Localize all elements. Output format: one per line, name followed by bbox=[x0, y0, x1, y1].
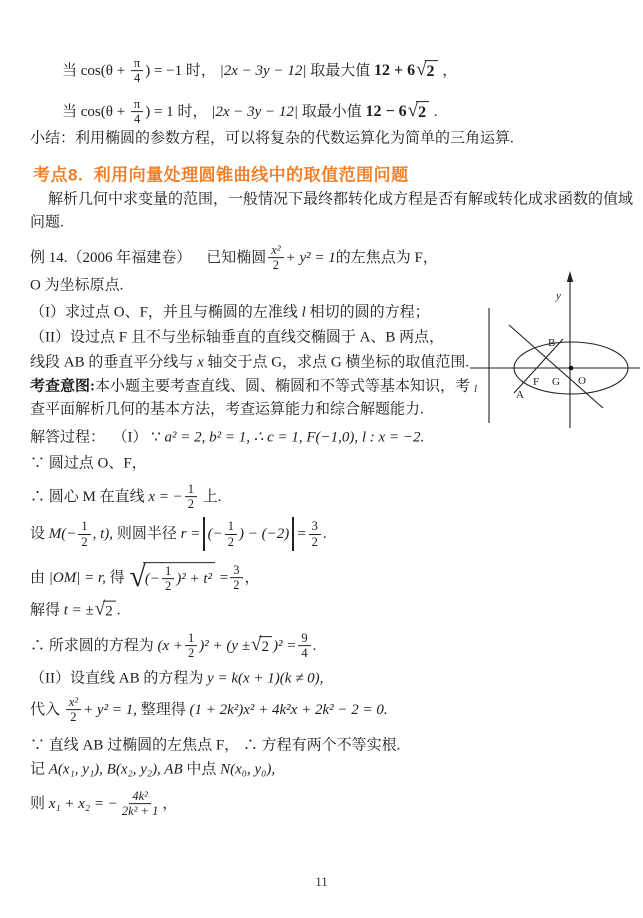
text: . bbox=[312, 637, 317, 654]
text: ∴ 圆心 M 在直线 bbox=[30, 488, 149, 505]
formula: (x + bbox=[157, 637, 184, 654]
solution-line-3 bbox=[30, 482, 222, 512]
text: 轴交于点 G，求点 G 横坐标的取值范围. bbox=[203, 354, 470, 371]
value: 12 − 6 bbox=[365, 103, 407, 120]
page-number: 11 bbox=[315, 874, 328, 889]
question-2b-line bbox=[30, 354, 469, 373]
text: （II）设过点 F 且不与坐标轴垂直的直线交椭圆于 A、B 两点， bbox=[30, 329, 445, 346]
solution-line-9 bbox=[30, 695, 388, 725]
text: 得 bbox=[105, 569, 129, 586]
solution-label: 解答过程： （I） bbox=[30, 429, 152, 446]
text: . bbox=[322, 525, 327, 542]
solution-line-5 bbox=[30, 562, 260, 594]
formula: ) − (−2) bbox=[238, 525, 290, 542]
intro-paragraph-line-2 bbox=[30, 214, 64, 233]
radical-icon: √ bbox=[407, 99, 419, 121]
intro-paragraph-line-1 bbox=[48, 191, 633, 210]
fraction-pi-4: $\frac{\pi}{4}$ bbox=[131, 56, 143, 86]
formula: r = bbox=[180, 525, 201, 542]
formula-cos: cos(θ + bbox=[80, 62, 129, 79]
formula-ellipse: + y² = 1 bbox=[285, 249, 336, 266]
sqrt-radical: √ 2 bbox=[416, 60, 437, 82]
formula: N(x₀, y₀), bbox=[220, 761, 276, 778]
text: ∵ 直线 AB 过椭圆的左焦点 F， ∴ 方程有两个不等实根. bbox=[30, 737, 401, 754]
text: 查平面解析几何的基本方法，考查运算能力和综合解题能力. bbox=[30, 401, 424, 418]
formula: (− bbox=[207, 525, 223, 542]
text: 则 bbox=[30, 795, 49, 812]
text: 解得 bbox=[30, 602, 64, 619]
fraction-1-2: $\frac{1}{2}$ bbox=[162, 564, 174, 594]
formula: (1 + 2k²)x² + 4k²x + 2k² − 2 = 0. bbox=[189, 701, 388, 718]
formula: )² = bbox=[272, 637, 297, 654]
text: 代入 bbox=[30, 701, 64, 718]
fraction-4k2: $\frac{\text{4k²}}{\text{2k² + 1}}$ bbox=[121, 789, 159, 819]
fraction-1-2: $\frac{1}{2}$ bbox=[78, 519, 90, 549]
summary-text: 小结：利用椭圆的参数方程，可以将复杂的代数运算化为简单的三角运算. bbox=[30, 130, 514, 147]
text: 由 bbox=[30, 569, 49, 586]
solution-line-12 bbox=[30, 789, 177, 819]
text: 的左焦点为 F， bbox=[335, 249, 438, 266]
section-heading bbox=[33, 164, 409, 185]
formula: + y² = 1, bbox=[83, 701, 137, 718]
fraction-x2-2: $\frac{\text{x²}}{2}$ bbox=[66, 695, 81, 725]
solution-line-7 bbox=[30, 631, 316, 661]
section-heading-text: 考点8. 利用向量处理圆锥曲线中的取值范围问题 bbox=[33, 165, 409, 185]
sqrt-radical: √ 2 bbox=[95, 601, 116, 622]
label-point-o: O bbox=[578, 375, 586, 387]
formula: A(x₁, y₁), B(x₂, y₂), AB bbox=[48, 761, 183, 778]
text: . bbox=[116, 602, 121, 619]
text: . bbox=[430, 103, 438, 120]
var-x: x bbox=[197, 354, 204, 371]
formula-cos: cos(θ + bbox=[80, 103, 129, 120]
sqrt-radical bbox=[129, 562, 215, 594]
fraction-3-2: $\frac{3}{2}$ bbox=[230, 563, 242, 593]
formula: , t), bbox=[92, 525, 114, 542]
formula: = bbox=[216, 569, 229, 586]
text: 解析几何中求变量的范围，一般情况下最终都转化成方程是否有解或转化成求函数的值域 bbox=[48, 191, 634, 208]
text: ， bbox=[244, 569, 260, 586]
var-l: l bbox=[301, 304, 306, 321]
text: ∴ 所求圆的方程为 bbox=[30, 637, 158, 654]
solution-line-1 bbox=[30, 429, 424, 448]
solution-line-6 bbox=[30, 598, 121, 622]
formula: t = ± bbox=[63, 602, 94, 619]
sqrt-radical: √ 2 bbox=[408, 101, 429, 123]
abs-bar bbox=[292, 517, 293, 551]
label-point-a: A bbox=[516, 389, 524, 401]
text: 已知椭圆 bbox=[206, 249, 267, 266]
label-point-f: F bbox=[533, 376, 540, 388]
formula: y = k(x + 1)(k ≠ 0), bbox=[207, 670, 324, 687]
label-y-axis: y bbox=[556, 290, 561, 302]
text: 时， bbox=[182, 62, 220, 79]
radical-icon: √ bbox=[129, 560, 146, 594]
formula: M(− bbox=[48, 525, 77, 542]
origin-dot bbox=[569, 366, 574, 371]
formula: = bbox=[296, 525, 307, 542]
text: 相切的圆的方程； bbox=[305, 304, 430, 321]
fraction-1-2: $\frac{1}{2}$ bbox=[185, 631, 197, 661]
min-value-line bbox=[62, 97, 438, 127]
formula: (− bbox=[144, 570, 160, 587]
figure-svg bbox=[462, 258, 643, 433]
text: 当 bbox=[62, 103, 81, 120]
summary-line bbox=[30, 130, 514, 149]
fraction-1-2: $\frac{1}{2}$ bbox=[185, 482, 197, 512]
text: ∵ 圆过点 O、F， bbox=[30, 455, 147, 472]
text: 本小题主要考查直线、圆、椭圆和不等式等基本知识，考 bbox=[95, 378, 471, 395]
y-axis-arrow-icon bbox=[567, 271, 573, 282]
intent-line-1 bbox=[30, 378, 470, 397]
formula: x = − bbox=[148, 488, 183, 505]
formula-abs: |2x − 3y − 12| bbox=[219, 62, 307, 79]
text: 当 bbox=[62, 62, 81, 79]
text: 取最大值 bbox=[306, 62, 374, 79]
fraction-pi-4: $\frac{\pi}{4}$ bbox=[131, 97, 143, 127]
intent-label: 考查意图: bbox=[30, 378, 95, 395]
radical-icon: √ bbox=[251, 633, 262, 655]
text: 问题. bbox=[30, 214, 64, 231]
text: （I）求过点 O、F，并且与椭圆的左准线 bbox=[30, 304, 302, 321]
solution-line-11 bbox=[30, 761, 275, 780]
text: 取最小值 bbox=[298, 103, 366, 120]
origin-line bbox=[30, 277, 123, 296]
formula: a² = 2, b² = 1, ∴ c = 1, F(−1,0), l : x = −2. bbox=[164, 429, 425, 446]
ellipse-figure bbox=[462, 258, 643, 433]
fraction-x2-2: $\frac{\text{x²}}{2}$ bbox=[268, 243, 283, 273]
text: ， bbox=[438, 62, 458, 79]
sqrt-radical: √ 2 bbox=[251, 636, 272, 657]
question-2-line bbox=[30, 329, 444, 348]
example-line bbox=[30, 243, 438, 273]
formula: |OM| = r, bbox=[48, 569, 106, 586]
text: 线段 AB 的垂直平分线与 bbox=[30, 354, 198, 371]
text: 记 bbox=[30, 761, 49, 778]
radical-icon: √ bbox=[416, 58, 427, 80]
label-directrix-l: l bbox=[474, 383, 478, 395]
text: 时， bbox=[173, 103, 212, 120]
solution-line-4 bbox=[30, 517, 327, 551]
text: （II）设直线 AB 的方程为 bbox=[30, 670, 208, 687]
formula-eq: ) = 1 bbox=[145, 103, 174, 120]
question-1-line bbox=[30, 304, 430, 323]
radical-icon: √ bbox=[94, 598, 106, 620]
formula: )² + t² bbox=[176, 570, 213, 587]
max-value-line bbox=[62, 56, 457, 86]
formula-abs: |2x − 3y − 12| bbox=[211, 103, 299, 120]
formula: x₁ + x₂ = − bbox=[48, 795, 118, 812]
formula: )² + (y ± bbox=[199, 637, 251, 654]
text: 整理得 bbox=[136, 701, 190, 718]
fraction-3-2: $\frac{3}{2}$ bbox=[309, 519, 321, 549]
label-point-b: B bbox=[548, 337, 556, 349]
label-point-g: G bbox=[552, 376, 560, 388]
text: ， bbox=[162, 795, 178, 812]
text: 上. bbox=[199, 488, 222, 505]
fraction-9-4: $\frac{9}{4}$ bbox=[298, 631, 310, 661]
text: 则圆半径 bbox=[113, 525, 181, 542]
text: 中点 bbox=[182, 761, 221, 778]
text: O 为坐标原点. bbox=[30, 277, 124, 294]
because-symbol: ∵ bbox=[151, 429, 165, 446]
formula-eq: ) = −1 bbox=[145, 62, 183, 79]
example-label: 例 14.（2006 年福建卷） bbox=[30, 249, 207, 266]
text: 设 bbox=[30, 525, 49, 542]
solution-line-10 bbox=[30, 737, 400, 756]
solution-line-8 bbox=[30, 670, 323, 689]
fraction-1-2: $\frac{1}{2}$ bbox=[225, 519, 237, 549]
value: 12 + 6 bbox=[373, 62, 416, 79]
solution-line-2 bbox=[30, 455, 147, 474]
abs-bar bbox=[203, 517, 204, 551]
intent-line-2 bbox=[30, 401, 424, 420]
